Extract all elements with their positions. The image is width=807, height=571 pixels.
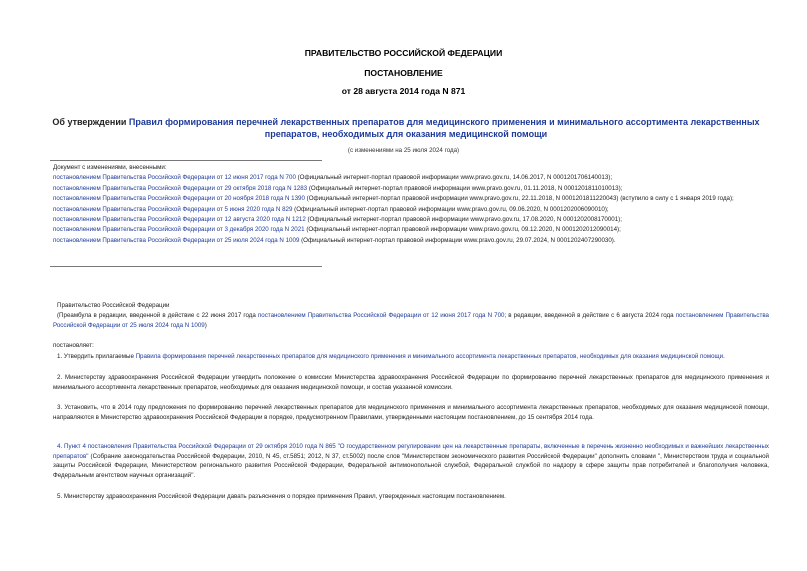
preamble-link-1009[interactable]: постановлением Правительства Российской Федерации от 25 июля 2024 года N 1009 — [53, 312, 769, 329]
document-type: ПОСТАНОВЛЕНИЕ — [364, 68, 443, 78]
change-link[interactable]: постановлением Правительства Российской Федерации от 3 декабря 2020 года N 2021 — [53, 226, 305, 234]
change-item: постановлением Правительства Российской Федерации от 5 июня 2020 года N 829 (Официальный интернет-портал правовой информации www.pravo.gov.ru, 09.06.2020, N 0001202006090010); — [53, 205, 609, 213]
change-item: постановлением Правительства Российской Федерации от 25 июля 2024 года N 1009 (Официальный интернет-портал правовой информации www.pravo.gov.ru, 29.07.2024, N 0001202407290030). — [53, 236, 616, 244]
change-item: постановлением Правительства Российской Федерации от 3 декабря 2020 года N 2021 (Официальный интернет-портал правовой информации www.pravo.gov.ru, 09.12.2020, N 0001202012090014); — [53, 226, 621, 234]
paragraph-5: 5. Министерству здравоохранения Российской Федерации давать разъяснения о порядке применения Правил, утвержденных настоящим постановлением. — [57, 493, 506, 500]
change-link[interactable]: постановлением Правительства Российской Федерации от 25 июля 2024 года N 1009 — [53, 236, 300, 244]
document-title — [50, 116, 762, 140]
decrees-word: постановляет: — [53, 342, 94, 349]
preamble-link-700[interactable]: постановлением Правительства Российской Федерации от 12 июня 2017 года N 700 — [257, 312, 505, 319]
decree-865-link[interactable]: 4. Пункт 4 постановления Правительства Российской Федерации от 29 октября 2010 года N 865 "О государственном регулировании цен на лекарственные препараты, включенные в перечень жизненно необходимых и важнейших лекарственных препаратов" — [53, 443, 769, 460]
change-link[interactable]: постановлением Правительства Российской Федерации от 12 августа 2020 года N 1212 — [53, 216, 306, 224]
change-item: постановлением Правительства Российской Федерации от 12 июня 2017 года N 700 (Официальный интернет-портал правовой информации www.pravo.gov.ru, 14.06.2017, N 0001201706140013); — [53, 174, 613, 182]
change-item: постановлением Правительства Российской Федерации от 20 ноября 2018 года N 1390 (Официальный интернет-портал правовой информации www.pravo.gov.ru, 22.11.2018, N 0001201811220043) (вступило в силу с 1 января 2019 года); — [53, 195, 734, 203]
title-rules-link[interactable]: Правил формирования перечней лекарственных препаратов для медицинского применения и минимального ассортимента лекарственных препаратов, необходимых для оказания медицинской помощи — [128, 117, 760, 139]
change-link[interactable]: постановлением Правительства Российской Федерации от 29 октября 2018 года N 1283 — [53, 184, 308, 192]
government-name: Правительство Российской Федерации — [57, 302, 170, 309]
rules-link[interactable]: Правила формирования перечней лекарственных препаратов для медицинского применения и минимального ассортимента лекарственных препаратов, необходимых для оказания медицинской помощи — [135, 353, 724, 360]
paragraph-1: 1. Утвердить прилагаемые Правила формирования перечней лекарственных препаратов для медицинского применения и минимального ассортимента лекарственных препаратов, необходимых для оказания медицинской помощи. — [57, 353, 725, 360]
date-number: от 28 августа 2014 года N 871 — [341, 86, 466, 96]
preamble: (Преамбула в редакции, введенной в действие с 22 июня 2017 года постановлением Правительства Российской Федерации от 12 июня 2017 года N 700; в редакции, введенной в действие с 6 августа 2024 года постановлением Правительства Российской Федерации от 25 июля 2024 года N 1009) — [53, 312, 769, 329]
change-link[interactable]: постановлением Правительства Российской Федерации от 5 июня 2020 года N 829 — [53, 205, 293, 213]
change-link[interactable]: постановлением Правительства Российской Федерации от 20 ноября 2018 года N 1390 — [53, 195, 305, 203]
change-item: постановлением Правительства Российской Федерации от 29 октября 2018 года N 1283 (Официальный интернет-портал правовой информации www.pravo.gov.ru, 01.11.2018, N 0001201811010013); — [53, 184, 623, 192]
changes-list — [53, 163, 773, 246]
paragraph-3: 3. Установить, что в 2014 году предложения по формированию перечней лекарственных препаратов для медицинского применения и минимального ассортимента лекарственных препаратов, необходимых для оказания медицинской помощи, направляются в Министерство здравоохранения Российской Федерации в порядке, предусмотренном Правилами, утвержденными настоящим постановлением, до 15 сентября 2014 года. — [53, 404, 769, 421]
change-item: постановлением Правительства Российской Федерации от 12 августа 2020 года N 1212 (Официальный интернет-портал правовой информации www.pravo.gov.ru, 17.08.2020, N 0001202008170001); — [53, 216, 622, 224]
government-header: ПРАВИТЕЛЬСТВО РОССИЙСКОЙ ФЕДЕРАЦИИ — [304, 48, 503, 58]
divider-bottom — [50, 266, 322, 267]
edition-note: (с изменениями на 25 июля 2024 года) — [347, 147, 460, 154]
paragraph-4: 4. Пункт 4 постановления Правительства Российской Федерации от 29 октября 2010 года N 865 "О государственном регулировании цен на лекарственные препараты, включенные в перечень жизненно необходимых и важнейших лекарственных препаратов" (Собрание законодательства Российской Федерации, 2010, N 45, ст.5851; 2012, N 37, ст.5002) после слов "Министерством экономического развития Российской Федерации" дополнить словами ", Министерством труда и социальной защиты Российской Федерации, Министерством регионального развития Российской Федерации, Федеральной антимонопольной службой, Федеральной службой по надзору в сфере защиты прав потребителей и благополучия человека, Федеральным агентством научных организаций". — [53, 443, 769, 479]
divider-top — [50, 160, 322, 161]
change-link[interactable]: постановлением Правительства Российской Федерации от 12 июня 2017 года N 700 — [53, 174, 296, 182]
changes-intro: Документ с изменениями, внесенными: — [53, 164, 167, 171]
paragraph-2: 2. Министерству здравоохранения Российской Федерации утвердить положение о комиссии Министерства здравоохранения Российской Федерации по формированию перечней лекарственных препаратов для медицинского применения и минимального ассортимента лекарственных препаратов, необходимых для оказания медицинской помощи, и состав указанной комиссии. — [53, 374, 769, 391]
title-prefix: Об утверждении — [52, 117, 129, 127]
